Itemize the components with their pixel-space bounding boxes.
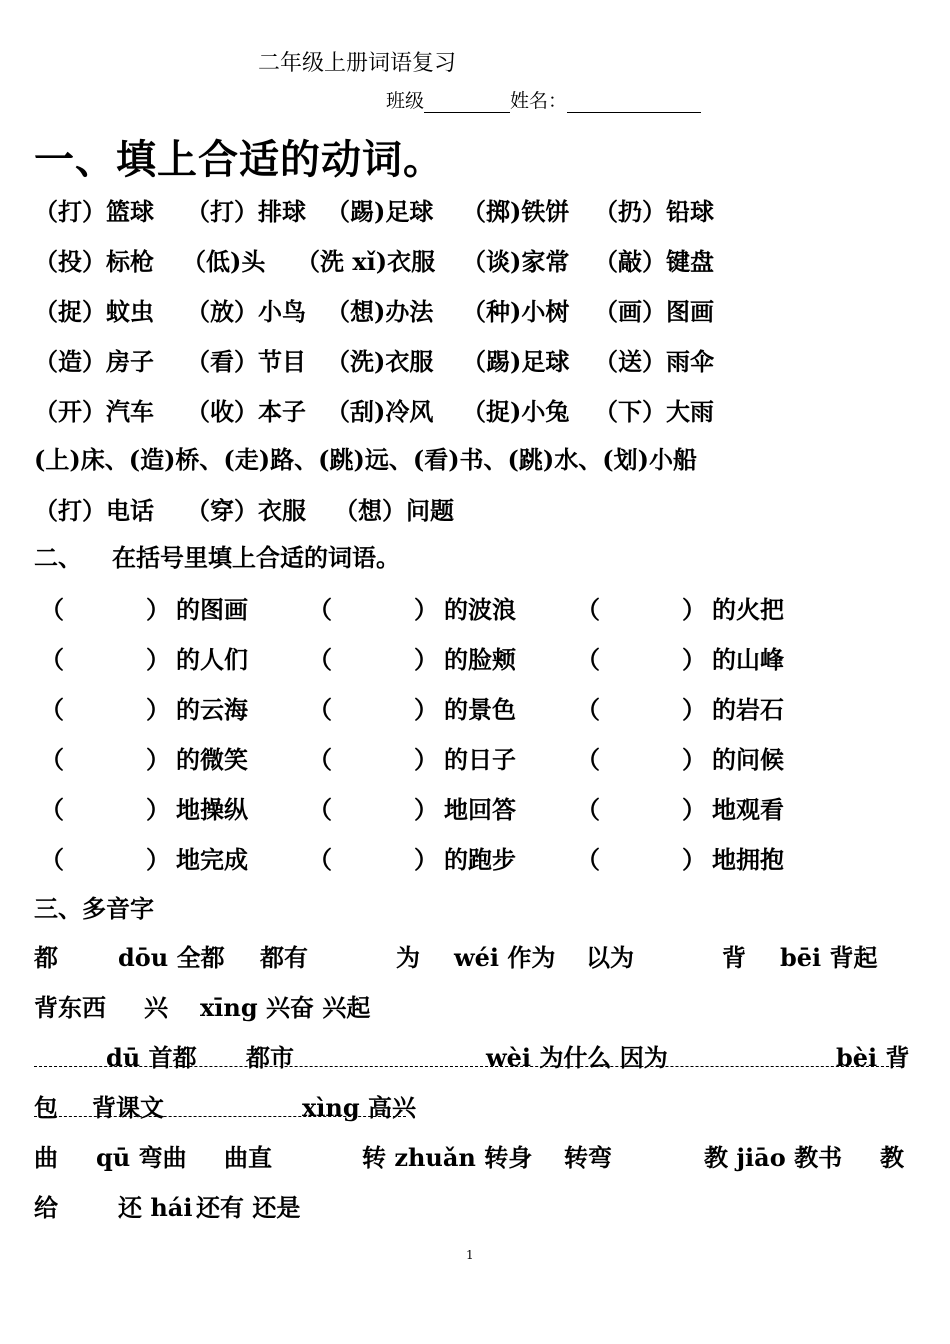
poly-reading: qū 弯曲 xyxy=(96,1143,187,1172)
verb-item: （打）电话 xyxy=(34,496,154,525)
open-paren: （ xyxy=(308,745,332,774)
verb-item: （想）问题 xyxy=(334,496,454,525)
open-paren: （ xyxy=(576,645,600,674)
close-paren: ） xyxy=(414,745,438,774)
section2-number: 二、 xyxy=(34,543,82,572)
class-blank[interactable] xyxy=(424,94,510,113)
close-paren: ） xyxy=(146,795,170,824)
verb-item: （打）排球 xyxy=(186,197,306,226)
poly-word: 转弯 xyxy=(564,1143,612,1172)
verb-item: （谈)家常 xyxy=(462,247,570,276)
poly-reading: bèi 背 xyxy=(836,1043,910,1072)
close-paren: ） xyxy=(682,795,706,824)
section2-heading xyxy=(34,538,400,573)
poly-word: 都有 xyxy=(260,943,308,972)
poly-word: 以为 xyxy=(586,943,634,972)
section2-title: 在括号里填上合适的词语。 xyxy=(112,543,400,572)
open-paren: （ xyxy=(576,695,600,724)
verb-item: （掷)铁饼 xyxy=(462,197,570,226)
open-paren: （ xyxy=(576,595,600,624)
close-paren: ） xyxy=(414,845,438,874)
poly-char: 曲 xyxy=(34,1143,58,1172)
class-label: 班级 xyxy=(386,90,425,112)
fill-word: 的微笑 xyxy=(176,745,248,774)
fill-word: 地操纵 xyxy=(176,795,248,824)
close-paren: ） xyxy=(414,795,438,824)
verb-item: （投）标枪 xyxy=(34,247,154,276)
verb-item: （下）大雨 xyxy=(594,397,714,426)
fill-word: 的景色 xyxy=(444,695,516,724)
verb-item: （洗 xǐ)衣服 xyxy=(296,247,436,276)
poly-word: 背课文 xyxy=(92,1093,164,1122)
poly-reading: wéi 作为 xyxy=(454,943,556,972)
poly-reading: 教 jiāo 教书 xyxy=(704,1143,843,1172)
verb-item: （捉)小兔 xyxy=(462,397,570,426)
open-paren: （ xyxy=(308,695,332,724)
fill-word: 地完成 xyxy=(176,845,248,874)
poly-word: 曲直 xyxy=(224,1143,272,1172)
verb-row-6: (上)床、(造)桥、(走)路、(跳)远、(看)书、(跳)水、(划)小船 xyxy=(34,445,697,474)
poly-reading: wèi 为什么 因为 xyxy=(486,1043,668,1072)
fill-word: 的脸颊 xyxy=(444,645,516,674)
poly-char: 为 xyxy=(396,943,420,972)
poly-char: 教 xyxy=(880,1143,904,1172)
verb-item: （打）篮球 xyxy=(34,197,154,226)
fill-word: 的跑步 xyxy=(444,845,516,874)
fill-word: 的图画 xyxy=(176,595,248,624)
fill-word: 的山峰 xyxy=(712,645,784,674)
open-paren: （ xyxy=(40,745,64,774)
poly-char: 都 xyxy=(34,943,58,972)
fill-word: 的火把 xyxy=(712,595,784,624)
poly-word: 给 xyxy=(34,1193,58,1222)
poly-word: 包 xyxy=(34,1093,58,1122)
open-paren: （ xyxy=(576,795,600,824)
close-paren: ） xyxy=(682,845,706,874)
close-paren: ） xyxy=(414,645,438,674)
fill-word: 地回答 xyxy=(444,795,516,824)
fill-word: 地拥抱 xyxy=(712,845,784,874)
poly-char: 兴 xyxy=(144,993,168,1022)
fill-word: 的云海 xyxy=(176,695,248,724)
verb-item: （扔）铅球 xyxy=(594,197,714,226)
close-paren: ） xyxy=(414,595,438,624)
verb-item: （低)头 xyxy=(182,247,266,276)
open-paren: （ xyxy=(40,845,64,874)
fill-word: 的问候 xyxy=(712,745,784,774)
fill-word: 的波浪 xyxy=(444,595,516,624)
poly-reading: 转 zhuǎn 转身 xyxy=(362,1143,533,1172)
verb-item: （敲）键盘 xyxy=(594,247,714,276)
verb-item: （穿）衣服 xyxy=(186,496,306,525)
close-paren: ） xyxy=(682,645,706,674)
close-paren: ） xyxy=(146,595,170,624)
close-paren: ） xyxy=(682,695,706,724)
close-paren: ） xyxy=(682,595,706,624)
open-paren: （ xyxy=(308,845,332,874)
page-number: 1 xyxy=(466,1248,474,1262)
open-paren: （ xyxy=(40,695,64,724)
close-paren: ） xyxy=(146,745,170,774)
verb-item: （踢)足球 xyxy=(326,197,434,226)
poly-word: 都市 xyxy=(246,1043,294,1072)
open-paren: （ xyxy=(40,645,64,674)
fill-word: 的岩石 xyxy=(712,695,784,724)
close-paren: ） xyxy=(682,745,706,774)
poly-word: 背东西 xyxy=(34,993,106,1022)
verb-item: （放）小鸟 xyxy=(186,297,306,326)
open-paren: （ xyxy=(576,845,600,874)
close-paren: ） xyxy=(414,695,438,724)
open-paren: （ xyxy=(40,795,64,824)
fill-word: 地观看 xyxy=(712,795,784,824)
verb-item: （踢)足球 xyxy=(462,347,570,376)
poly-reading: xīng 兴奋 兴起 xyxy=(200,993,371,1022)
open-paren: （ xyxy=(308,795,332,824)
fill-word: 的人们 xyxy=(176,645,248,674)
poly-word: 还有 还是 xyxy=(196,1193,301,1222)
name-label: 姓名： xyxy=(510,90,568,112)
poly-char: 背 xyxy=(722,943,746,972)
verb-item: （种)小树 xyxy=(462,297,570,326)
open-paren: （ xyxy=(576,745,600,774)
section3-heading: 三、多音字 xyxy=(34,894,154,923)
poly-reading: xìng 高兴 xyxy=(302,1093,417,1122)
poly-reading: bēi 背起 xyxy=(780,943,878,972)
fill-word: 的日子 xyxy=(444,745,516,774)
open-paren: （ xyxy=(40,595,64,624)
verb-item: （想)办法 xyxy=(326,297,434,326)
close-paren: ） xyxy=(146,845,170,874)
verb-item: （送）雨伞 xyxy=(594,347,714,376)
verb-item: （捉）蚊虫 xyxy=(34,297,154,326)
name-blank[interactable] xyxy=(567,94,701,113)
page-title: 二年级上册词语复习 xyxy=(258,51,457,76)
poly-reading: dōu 全都 xyxy=(118,943,225,972)
verb-item: （看）节目 xyxy=(186,347,306,376)
verb-item: （造）房子 xyxy=(34,347,154,376)
poly-reading: dū 首都 xyxy=(106,1043,197,1072)
class-name-line xyxy=(386,86,701,113)
verb-item: （收）本子 xyxy=(186,397,306,426)
close-paren: ） xyxy=(146,695,170,724)
verb-item: （开）汽车 xyxy=(34,397,154,426)
verb-item: （画）图画 xyxy=(594,297,714,326)
poly-reading: 还 hái xyxy=(118,1193,193,1222)
section1-heading: 一、填上合适的动词。 xyxy=(34,136,444,183)
open-paren: （ xyxy=(308,645,332,674)
verb-item: （洗)衣服 xyxy=(326,347,434,376)
verb-item: （刮)冷风 xyxy=(326,397,434,426)
open-paren: （ xyxy=(308,595,332,624)
close-paren: ） xyxy=(146,645,170,674)
